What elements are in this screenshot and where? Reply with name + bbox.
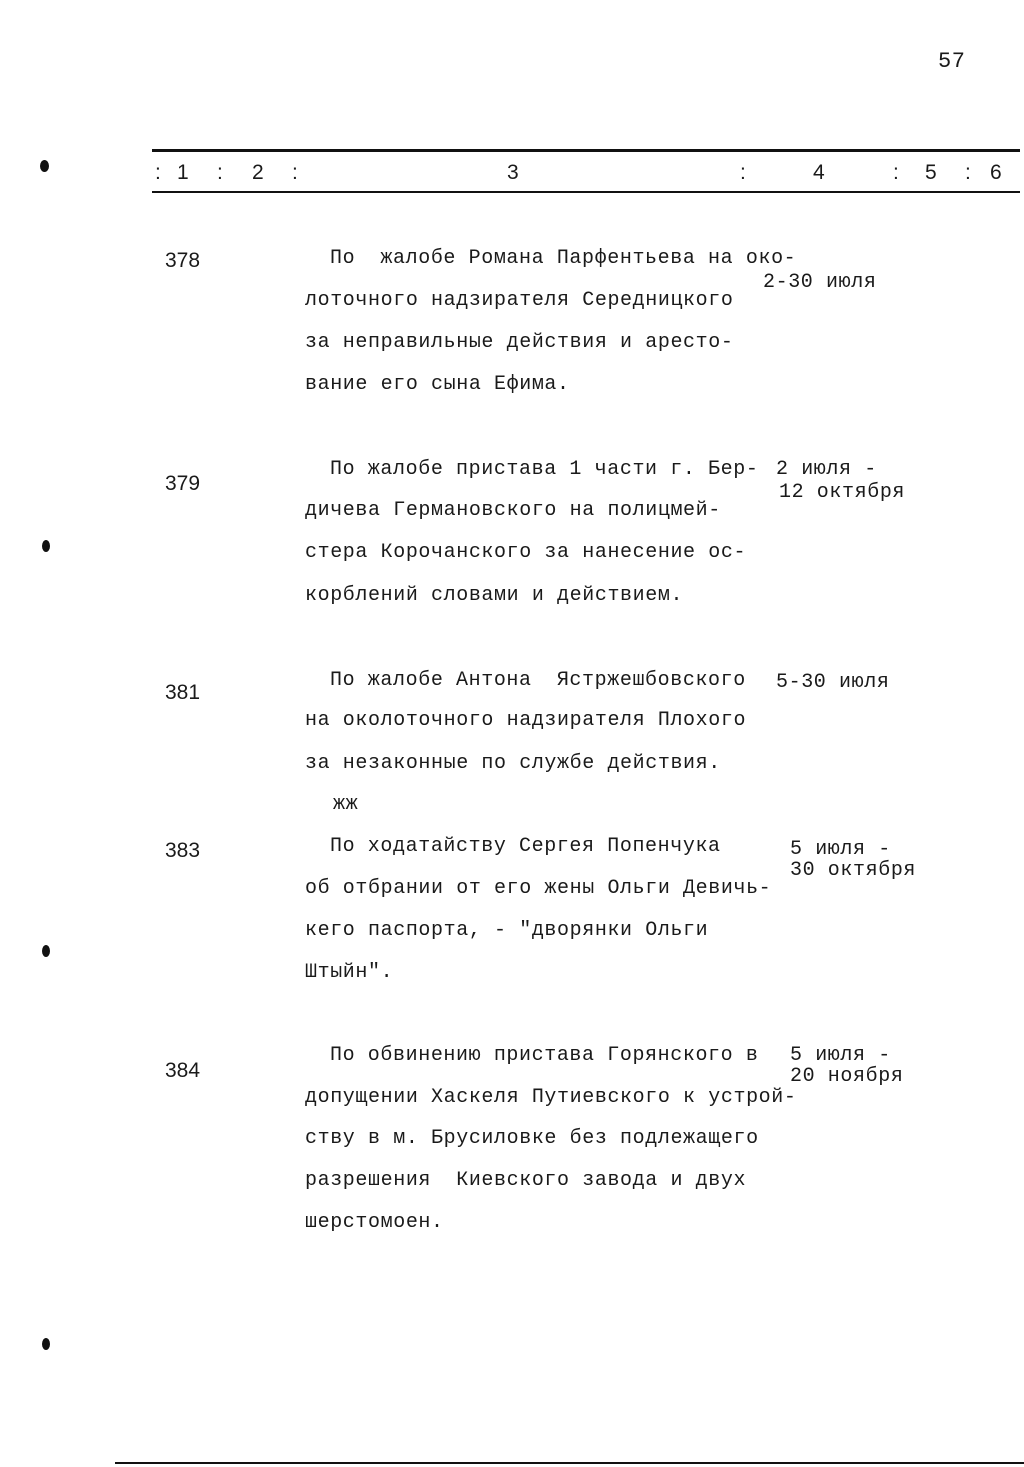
entry-text-line: лоточного надзирателя Середницкого [305,289,734,312]
entry-text-line: По жалобе пристава 1 части г. Бер- [330,458,759,481]
header-top-rule [152,149,1020,152]
binding-hole-mark [42,540,50,552]
column-header-1: 1 [177,161,189,184]
entry-text-line: за неправильные действия и аресто- [305,331,734,354]
entry-text-line: разрешения Киевского завода и двух [305,1169,747,1192]
column-separator: : [292,161,298,184]
column-header-6: 6 [990,161,1002,184]
entry-date: 30 октября [790,859,917,882]
binding-hole-mark [42,1338,50,1350]
entry-number: 383 [165,839,201,862]
crossed-out-mark: жж [333,793,359,816]
entry-text-line: ству в м. Брусиловке без подлежащего [305,1127,759,1150]
bottom-page-edge [115,1462,1024,1464]
page-number: 57 [938,49,966,74]
column-separator: : [217,161,223,184]
entry-text-line: кего паспорта, - "дворянки Ольги [305,919,709,942]
entry-text-line: за незаконные по службе действия. [305,752,721,775]
entry-text-line: дичева Германовского на полицмей- [305,499,721,522]
column-header-2: 2 [252,161,264,184]
entry-text-line: допущении Хаскеля Путиевского к устрой- [305,1086,797,1109]
entry-text-line: на околоточного надзирателя Плохого [305,709,747,732]
column-separator: : [965,161,971,184]
entry-text-line: Штыйн". [305,961,394,984]
entry-date: 5 июля - [790,1044,891,1067]
binding-hole-mark [42,945,50,957]
entry-text-line: корблений словами и действием. [305,584,684,607]
entry-text-line: стера Корочанского за нанесение ос- [305,541,747,564]
entry-number: 379 [165,472,201,495]
column-header-4: 4 [813,161,825,184]
entry-date: 5-30 июля [776,671,890,694]
entry-text-line: По обвинению пристава Горянского в [330,1044,759,1067]
entry-date: 2 июля - [776,458,877,481]
column-header-3: 3 [507,161,519,184]
entry-text-line: По жалобе Антона Ястржешбовского [330,669,746,692]
entry-text-line: об отбрании от его жены Ольги Девичь- [305,877,772,900]
entry-number: 378 [165,249,201,272]
entry-date: 12 октября [779,481,906,504]
binding-hole-mark [40,160,49,172]
entry-date: 20 ноября [790,1065,904,1088]
entry-text-line: По жалобе Романа Парфентьева на око- [330,247,797,270]
entry-text-line: вание его сына Ефима. [305,373,570,396]
entry-number: 384 [165,1059,201,1082]
entry-text-line: шерстомоен. [305,1211,444,1234]
column-separator: : [893,161,899,184]
entry-date: 2-30 июля [763,271,877,294]
header-bottom-rule [152,191,1020,193]
entry-text-line: По ходатайству Сергея Попенчука [330,835,721,858]
column-header-5: 5 [925,161,937,184]
column-separator: : [740,161,746,184]
column-separator: : [155,161,161,184]
entry-number: 381 [165,681,201,704]
entry-date: 5 июля - [790,838,891,861]
